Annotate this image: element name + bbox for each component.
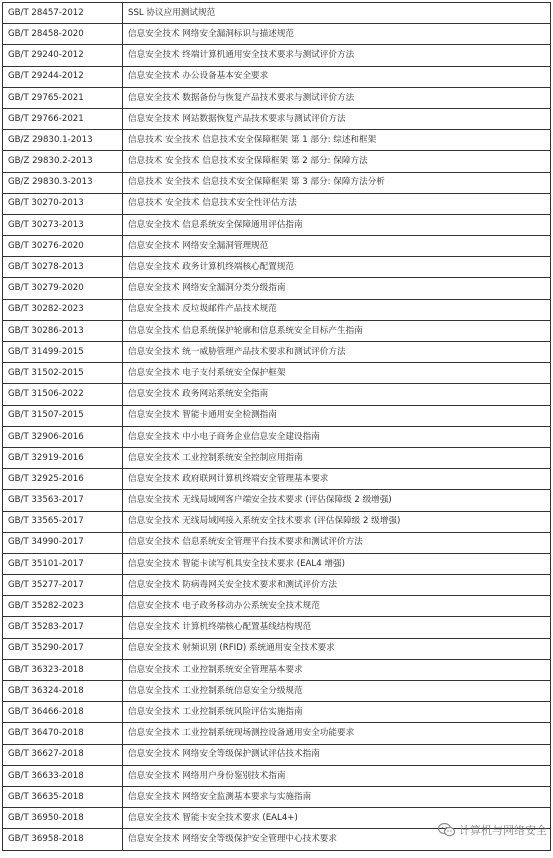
standard-title: 信息安全技术 信息系统保护轮廓和信息系统安全目标产生指南 (123, 320, 551, 341)
standard-title: 信息安全技术 智能卡读写机具安全技术要求 (EAL4 增强) (123, 553, 551, 574)
table-row (3, 87, 551, 108)
standard-title: 信息安全技术 电子政务移动办公系统安全技术规范 (123, 596, 551, 617)
standard-code: GB/Z 29830.2-2013 (3, 151, 123, 172)
table-row (3, 575, 551, 596)
watermark-text: 计算机与网络安全 (459, 824, 547, 837)
standard-title: 信息安全技术 工业控制系统安全控制应用指南 (123, 447, 551, 468)
table-row (3, 596, 551, 617)
standard-code: GB/T 32925-2016 (3, 469, 123, 490)
standard-code: GB/T 36633-2018 (3, 765, 123, 786)
standard-title: 信息安全技术 电子支付系统安全保护框架 (123, 363, 551, 384)
table-row (3, 130, 551, 151)
standard-title: 信息安全技术 反垃圾邮件产品技术规范 (123, 299, 551, 320)
standard-title: 信息技术 安全技术 信息技术安全保障框架 第 2 部分: 保障方法 (123, 151, 551, 172)
standards-table (2, 2, 551, 851)
standard-title: 信息技术 安全技术 信息技术安全保障框架 第 3 部分: 保障方法分析 (123, 172, 551, 193)
standard-title: 信息安全技术 网络安全漏洞管理规范 (123, 236, 551, 257)
standard-code: GB/T 30273-2013 (3, 214, 123, 235)
table-row (3, 257, 551, 278)
standard-title: 信息安全技术 网络安全漏洞分类分级指南 (123, 278, 551, 299)
standard-code: GB/T 30278-2013 (3, 257, 123, 278)
table-row (3, 278, 551, 299)
standard-title: 信息安全技术 工业控制系统安全管理基本要求 (123, 659, 551, 680)
table-row (3, 532, 551, 553)
wechat-icon (438, 823, 455, 837)
standard-title: 信息安全技术 工业控制系统现场测控设备通用安全功能要求 (123, 723, 551, 744)
standard-title: 信息安全技术 网络安全漏洞标识与描述规范 (123, 24, 551, 45)
standard-code: GB/T 32919-2016 (3, 447, 123, 468)
standard-code: GB/T 36958-2018 (3, 829, 123, 850)
table-row (3, 342, 551, 363)
standard-code: GB/T 34990-2017 (3, 532, 123, 553)
standard-code: GB/T 36950-2018 (3, 808, 123, 829)
standard-title: 信息安全技术 工业控制系统信息安全分级规范 (123, 681, 551, 702)
table-row (3, 214, 551, 235)
standard-title: 信息安全技术 信息系统安全管理平台技术要求和测试评价方法 (123, 532, 551, 553)
standard-title: 信息安全技术 智能卡通用安全检测指南 (123, 405, 551, 426)
standard-title: 信息安全技术 政府联网计算机终端安全管理基本要求 (123, 469, 551, 490)
standard-code: GB/T 30282-2023 (3, 299, 123, 320)
table-row (3, 172, 551, 193)
standard-code: GB/T 36470-2018 (3, 723, 123, 744)
table-row (3, 447, 551, 468)
standard-code: GB/T 33565-2017 (3, 511, 123, 532)
table-row (3, 702, 551, 723)
table-row (3, 490, 551, 511)
standard-title: 信息技术 安全技术 信息技术安全保障框架 第 1 部分: 综述和框架 (123, 130, 551, 151)
standard-code: GB/Z 29830.3-2013 (3, 172, 123, 193)
standard-title: 信息安全技术 射频识别 (RFID) 系统通用安全技术要求 (123, 638, 551, 659)
table-row (3, 193, 551, 214)
standard-code: GB/T 36324-2018 (3, 681, 123, 702)
standard-title: 信息安全技术 计算机终端核心配置基线结构规范 (123, 617, 551, 638)
standard-code: GB/T 35282-2023 (3, 596, 123, 617)
standard-title: 信息安全技术 中小电子商务企业信息安全建设指南 (123, 426, 551, 447)
watermark (438, 822, 547, 838)
standard-title: 信息安全技术 智能卡安全技术要求 (EAL4+) (123, 808, 551, 829)
standard-code: GB/T 29244-2012 (3, 66, 123, 87)
standards-table-body (3, 3, 551, 851)
table-row (3, 638, 551, 659)
standard-title: 信息安全技术 网站数据恢复产品技术要求与测试评价方法 (123, 108, 551, 129)
table-row (3, 469, 551, 490)
standard-title: 信息安全技术 数据备份与恢复产品技术要求与测试评价方法 (123, 87, 551, 108)
standard-code: GB/T 28458-2020 (3, 24, 123, 45)
standard-title: 信息安全技术 办公设备基本安全要求 (123, 66, 551, 87)
table-row (3, 45, 551, 66)
table-row (3, 723, 551, 744)
standard-code: GB/T 35277-2017 (3, 575, 123, 596)
table-row (3, 363, 551, 384)
standard-code: GB/T 31506-2022 (3, 384, 123, 405)
standard-code: GB/T 30270-2013 (3, 193, 123, 214)
table-row (3, 236, 551, 257)
table-row (3, 553, 551, 574)
table-row (3, 24, 551, 45)
table-row (3, 405, 551, 426)
standard-title: 信息安全技术 政务网站系统安全指南 (123, 384, 551, 405)
table-row (3, 765, 551, 786)
standard-title: 信息安全技术 无线局域网接入系统安全技术要求 (评估保障级 2 级增强) (123, 511, 551, 532)
standard-code: GB/T 28457-2012 (3, 3, 123, 24)
standard-code: GB/T 29240-2012 (3, 45, 123, 66)
table-row (3, 299, 551, 320)
standard-title: 信息安全技术 政务计算机终端核心配置规范 (123, 257, 551, 278)
standard-code: GB/T 31502-2015 (3, 363, 123, 384)
standard-code: GB/T 31499-2015 (3, 342, 123, 363)
table-row (3, 108, 551, 129)
standard-title: 信息安全技术 网络安全监测基本要求与实施指南 (123, 786, 551, 807)
standard-title: 信息技术 安全技术 信息技术安全性评估方法 (123, 193, 551, 214)
table-row (3, 786, 551, 807)
table-row (3, 66, 551, 87)
standard-code: GB/T 35101-2017 (3, 553, 123, 574)
standard-title: 信息安全技术 工业控制系统风险评估实施指南 (123, 702, 551, 723)
standard-title: 信息安全技术 网络用户身份鉴别技术指南 (123, 765, 551, 786)
table-row (3, 659, 551, 680)
table-row (3, 744, 551, 765)
standard-title: SSL 协议应用测试规范 (123, 3, 551, 24)
standard-code: GB/T 33563-2017 (3, 490, 123, 511)
standard-title: 信息安全技术 网络安全等级保护安全管理中心技术要求 (123, 829, 551, 850)
standard-code: GB/T 36635-2018 (3, 786, 123, 807)
standard-code: GB/T 36627-2018 (3, 744, 123, 765)
standard-title: 信息安全技术 无线局域网客户端安全技术要求 (评估保障级 2 级增强) (123, 490, 551, 511)
standard-code: GB/T 30286-2013 (3, 320, 123, 341)
table-row (3, 320, 551, 341)
standard-code: GB/T 30276-2020 (3, 236, 123, 257)
standard-code: GB/T 35283-2017 (3, 617, 123, 638)
standard-code: GB/T 31507-2015 (3, 405, 123, 426)
standard-code: GB/T 29766-2021 (3, 108, 123, 129)
standard-title: 信息安全技术 终端计算机通用安全技术要求与测试评价方法 (123, 45, 551, 66)
table-row (3, 426, 551, 447)
standard-code: GB/T 36466-2018 (3, 702, 123, 723)
standard-code: GB/T 36323-2018 (3, 659, 123, 680)
standard-code: GB/T 29765-2021 (3, 87, 123, 108)
standard-code: GB/T 35290-2017 (3, 638, 123, 659)
standard-title: 信息安全技术 信息系统安全保障通用评估指南 (123, 214, 551, 235)
table-row (3, 3, 551, 24)
table-row (3, 151, 551, 172)
standard-title: 信息安全技术 统一威胁管理产品技术要求和测试评价方法 (123, 342, 551, 363)
standard-title: 信息安全技术 网络安全等级保护测试评估技术指南 (123, 744, 551, 765)
table-row (3, 617, 551, 638)
table-row (3, 511, 551, 532)
standard-title: 信息安全技术 防病毒网关安全技术要求和测试评价方法 (123, 575, 551, 596)
table-row (3, 384, 551, 405)
standard-code: GB/Z 29830.1-2013 (3, 130, 123, 151)
standard-code: GB/T 30279-2020 (3, 278, 123, 299)
table-row (3, 681, 551, 702)
standard-code: GB/T 32906-2016 (3, 426, 123, 447)
